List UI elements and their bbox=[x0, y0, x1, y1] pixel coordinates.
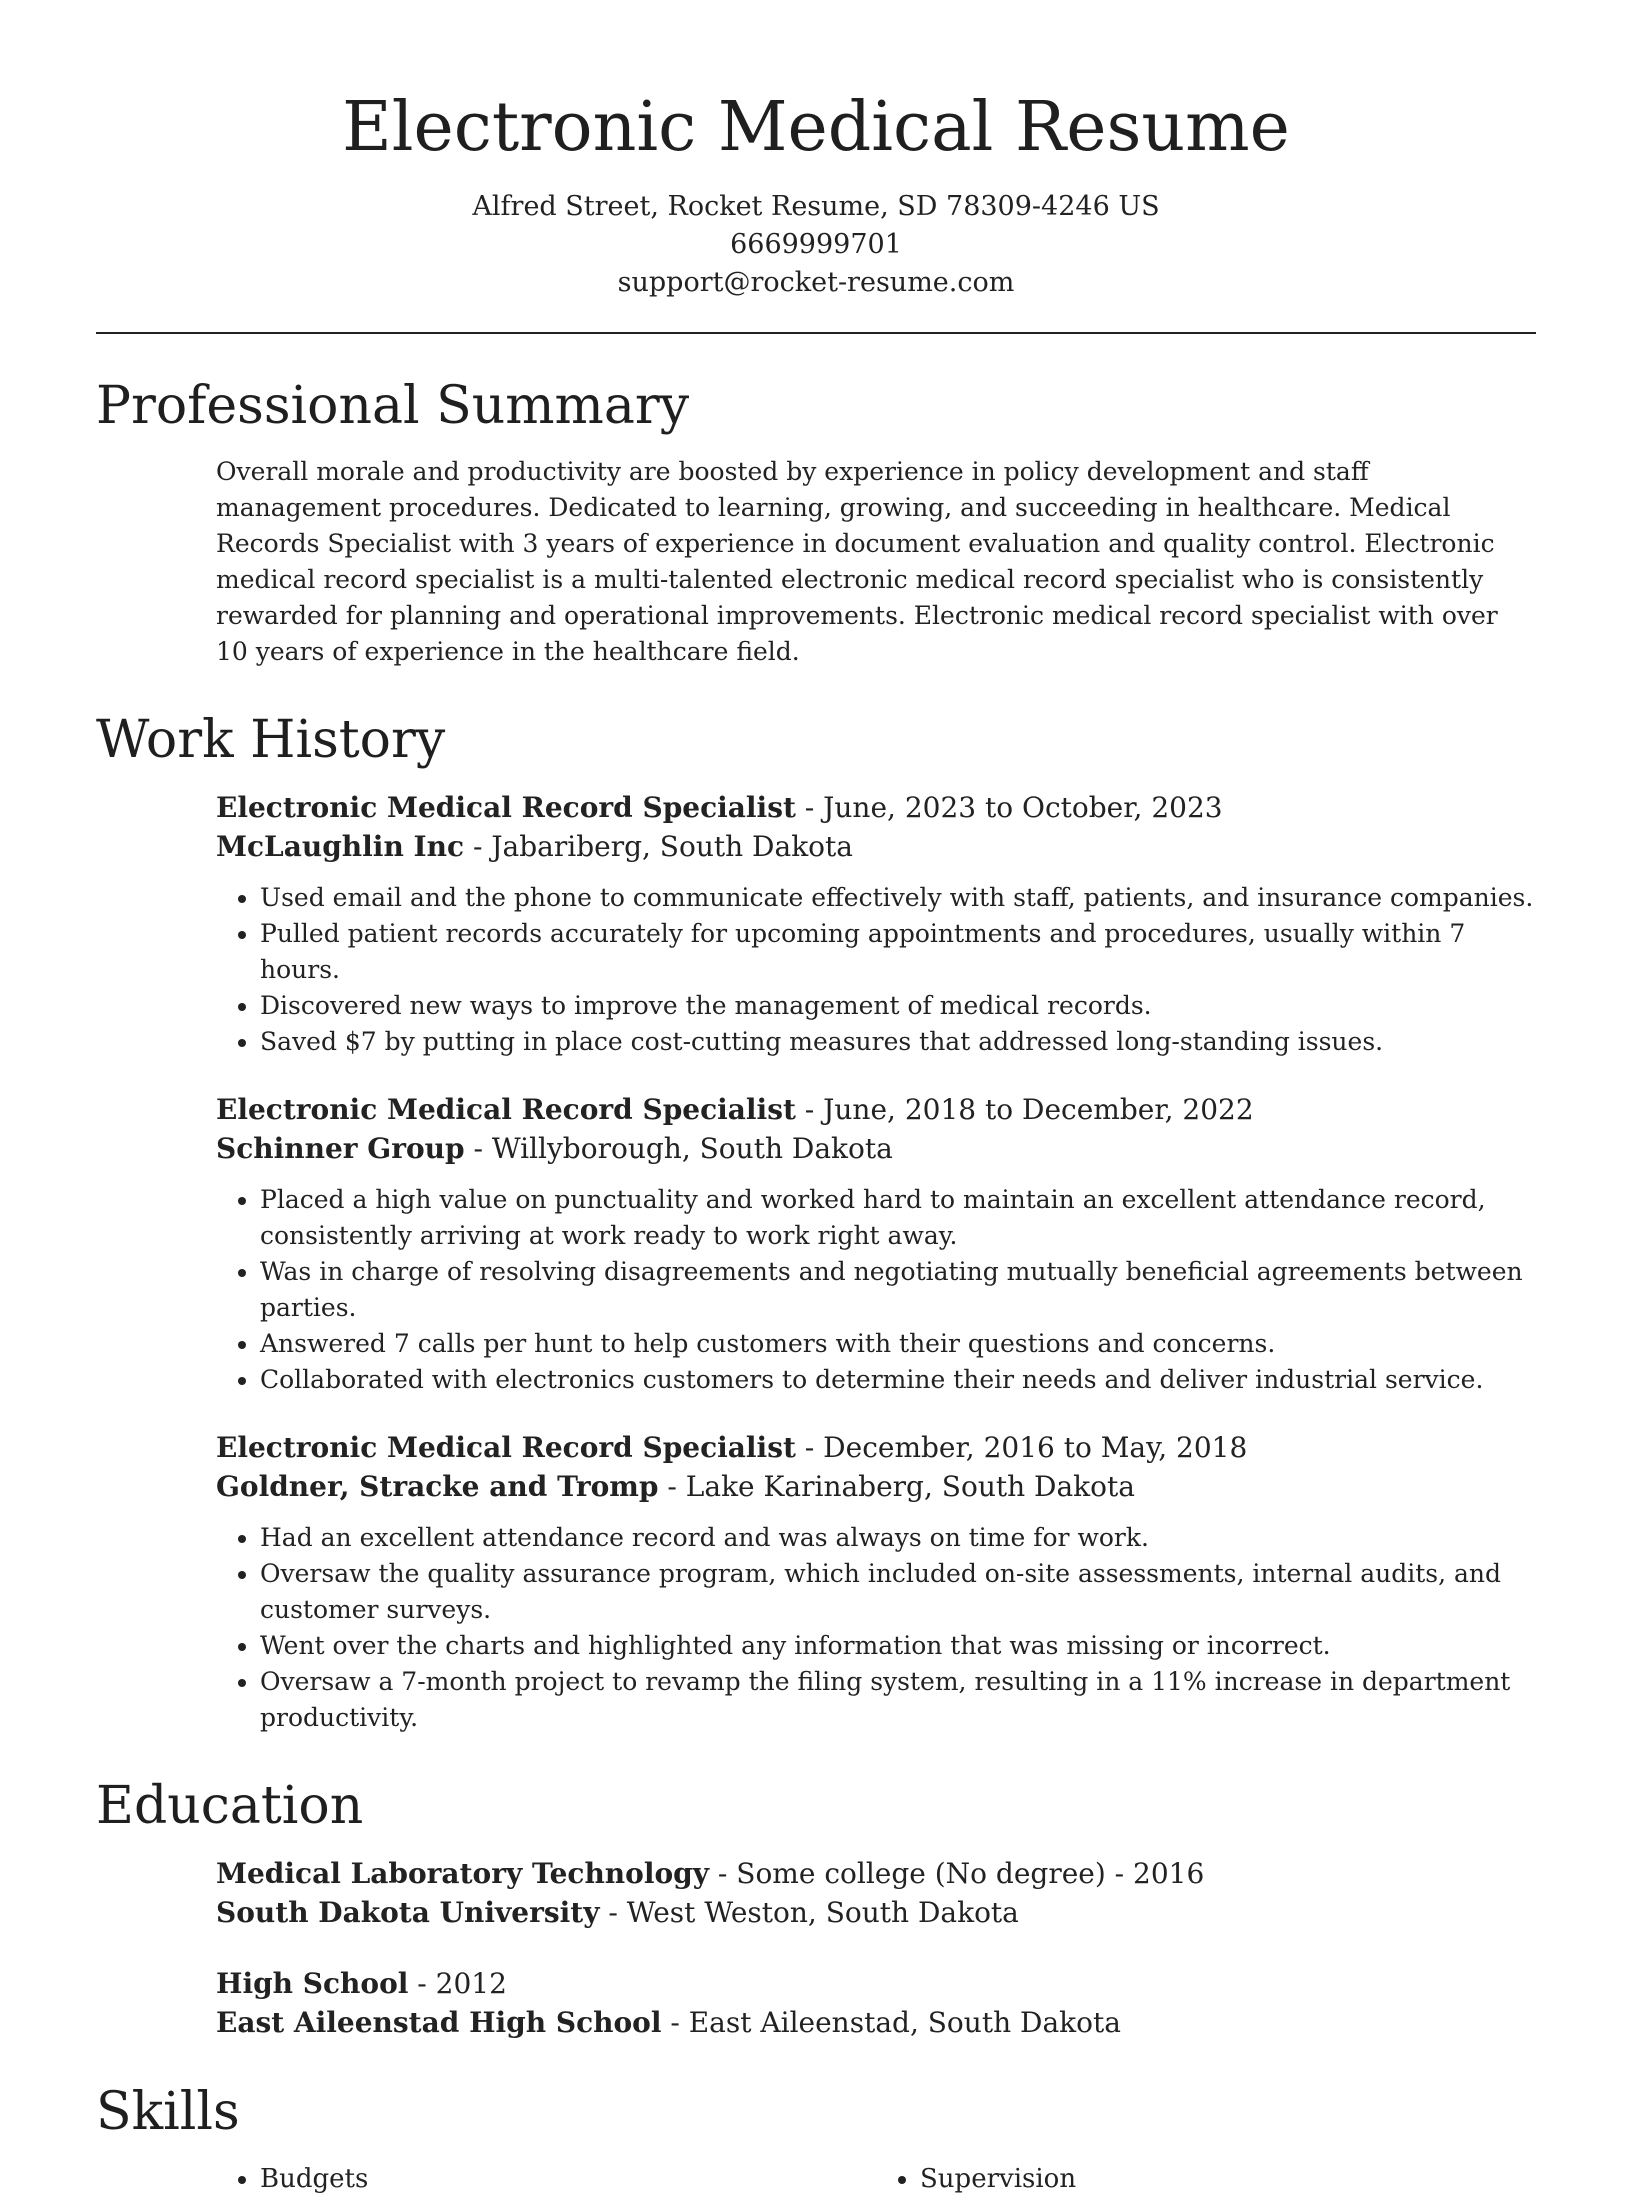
job-bullets bbox=[216, 1520, 1536, 1736]
education-degree-line bbox=[216, 1854, 1536, 1893]
job-bullet: • Collaborated with electronics customers to determine their needs and deliver industrial service. bbox=[260, 1362, 1536, 1398]
job-title-line bbox=[216, 1090, 1536, 1129]
education-school: East Aileenstad High School bbox=[216, 2006, 662, 2039]
job-bullet: • Saved $7 by putting in place cost-cutting measures that addressed long-standing issues. bbox=[260, 1024, 1536, 1060]
education-degree-line bbox=[216, 1964, 1536, 2003]
education-heading: Education bbox=[96, 1776, 364, 1836]
summary-text: Overall morale and productivity are boosted by experience in policy development and staff management procedures. Dedicated to learning, growing, and succeeding in healthcare. Medical Records Specialist with 3 years of experience in document evaluation and quality control. Electronic medical record specialist is a multi-talented electronic medical record specialist who is consistently rewarded for planning and operational improvements. Electronic medical record specialist with over 10 years of experience in the healthcare field. bbox=[216, 457, 1498, 666]
education-degree: Medical Laboratory Technology bbox=[216, 1857, 709, 1890]
job-bullet: • Pulled patient records accurately for upcoming appointments and procedures, usually within 7 hours. bbox=[260, 916, 1536, 988]
header-divider bbox=[96, 332, 1536, 334]
job-title-line bbox=[216, 788, 1536, 827]
education-school-line bbox=[216, 2003, 1536, 2042]
job-company: McLaughlin Inc bbox=[216, 830, 465, 863]
job-dates: - June, 2018 to December, 2022 bbox=[795, 1093, 1254, 1126]
job-bullet: • Oversaw the quality assurance program, which included on-site assessments, internal audits, and customer surveys. bbox=[260, 1556, 1536, 1628]
education-school: South Dakota University bbox=[216, 1896, 600, 1929]
job-bullet: • Answered 7 calls per hunt to help customers with their questions and concerns. bbox=[260, 1326, 1536, 1362]
education-entry bbox=[216, 1854, 1536, 1932]
education-section bbox=[216, 1854, 1536, 2042]
work-history-section bbox=[216, 788, 1536, 1736]
skills-column-right bbox=[876, 2160, 1536, 2198]
job-bullet: • Placed a high value on punctuality and worked hard to maintain an excellent attendance record, consistently arriving at work ready to work right away. bbox=[260, 1182, 1536, 1254]
job-location: - Lake Karinaberg, South Dakota bbox=[658, 1470, 1135, 1503]
job-role: Electronic Medical Record Specialist bbox=[216, 1431, 796, 1464]
job-dates: - December, 2016 to May, 2018 bbox=[795, 1431, 1248, 1464]
education-detail: - 2012 bbox=[408, 1967, 507, 2000]
job-location: - Jabariberg, South Dakota bbox=[464, 830, 853, 863]
summary-section bbox=[216, 454, 1536, 670]
education-location: - West Weston, South Dakota bbox=[599, 1896, 1019, 1929]
job-entry bbox=[216, 1090, 1536, 1398]
job-company-line bbox=[216, 1129, 1536, 1168]
skill-item: • Supervision bbox=[920, 2160, 1536, 2198]
education-degree: High School bbox=[216, 1967, 409, 2000]
resume-name: Electronic Medical Resume bbox=[342, 88, 1290, 167]
job-bullet: • Oversaw a 7-month project to revamp the filing system, resulting in a 11% increase in department productivity. bbox=[260, 1664, 1536, 1736]
job-location: - Willyborough, South Dakota bbox=[464, 1132, 893, 1165]
job-title-line bbox=[216, 1428, 1536, 1467]
education-location: - East Aileenstad, South Dakota bbox=[661, 2006, 1121, 2039]
skills-heading: Skills bbox=[96, 2082, 240, 2142]
skills-column-left bbox=[216, 2160, 876, 2198]
skill-item: • Budgets bbox=[260, 2160, 876, 2198]
summary-heading: Professional Summary bbox=[96, 376, 690, 436]
email-text: support@rocket-resume.com bbox=[617, 267, 1015, 298]
resume-header bbox=[96, 0, 1536, 302]
job-entry bbox=[216, 788, 1536, 1060]
job-company-line bbox=[216, 827, 1536, 866]
contact-info bbox=[96, 188, 1536, 302]
job-entry bbox=[216, 1428, 1536, 1736]
job-bullet: • Went over the charts and highlighted any information that was missing or incorrect. bbox=[260, 1628, 1536, 1664]
education-entry bbox=[216, 1964, 1536, 2042]
education-detail: - Some college (No degree) - 2016 bbox=[709, 1857, 1205, 1890]
job-company-line bbox=[216, 1467, 1536, 1506]
job-role: Electronic Medical Record Specialist bbox=[216, 791, 796, 824]
job-bullet: • Was in charge of resolving disagreements and negotiating mutually beneficial agreements between parties. bbox=[260, 1254, 1536, 1326]
work-history-heading: Work History bbox=[96, 710, 446, 770]
job-bullet: • Had an excellent attendance record and was always on time for work. bbox=[260, 1520, 1536, 1556]
address-text: Alfred Street, Rocket Resume, SD 78309-4246 US bbox=[472, 191, 1160, 222]
job-bullet: • Discovered new ways to improve the management of medical records. bbox=[260, 988, 1536, 1024]
job-bullets bbox=[216, 880, 1536, 1060]
job-role: Electronic Medical Record Specialist bbox=[216, 1093, 796, 1126]
job-company: Schinner Group bbox=[216, 1132, 465, 1165]
skills-section bbox=[216, 2160, 1536, 2198]
job-bullet: • Used email and the phone to communicate effectively with staff, patients, and insurance companies. bbox=[260, 880, 1536, 916]
phone-text: 6669999701 bbox=[730, 229, 902, 260]
education-school-line bbox=[216, 1893, 1536, 1932]
job-dates: - June, 2023 to October, 2023 bbox=[795, 791, 1223, 824]
job-bullets bbox=[216, 1182, 1536, 1398]
job-company: Goldner, Stracke and Tromp bbox=[216, 1470, 659, 1503]
